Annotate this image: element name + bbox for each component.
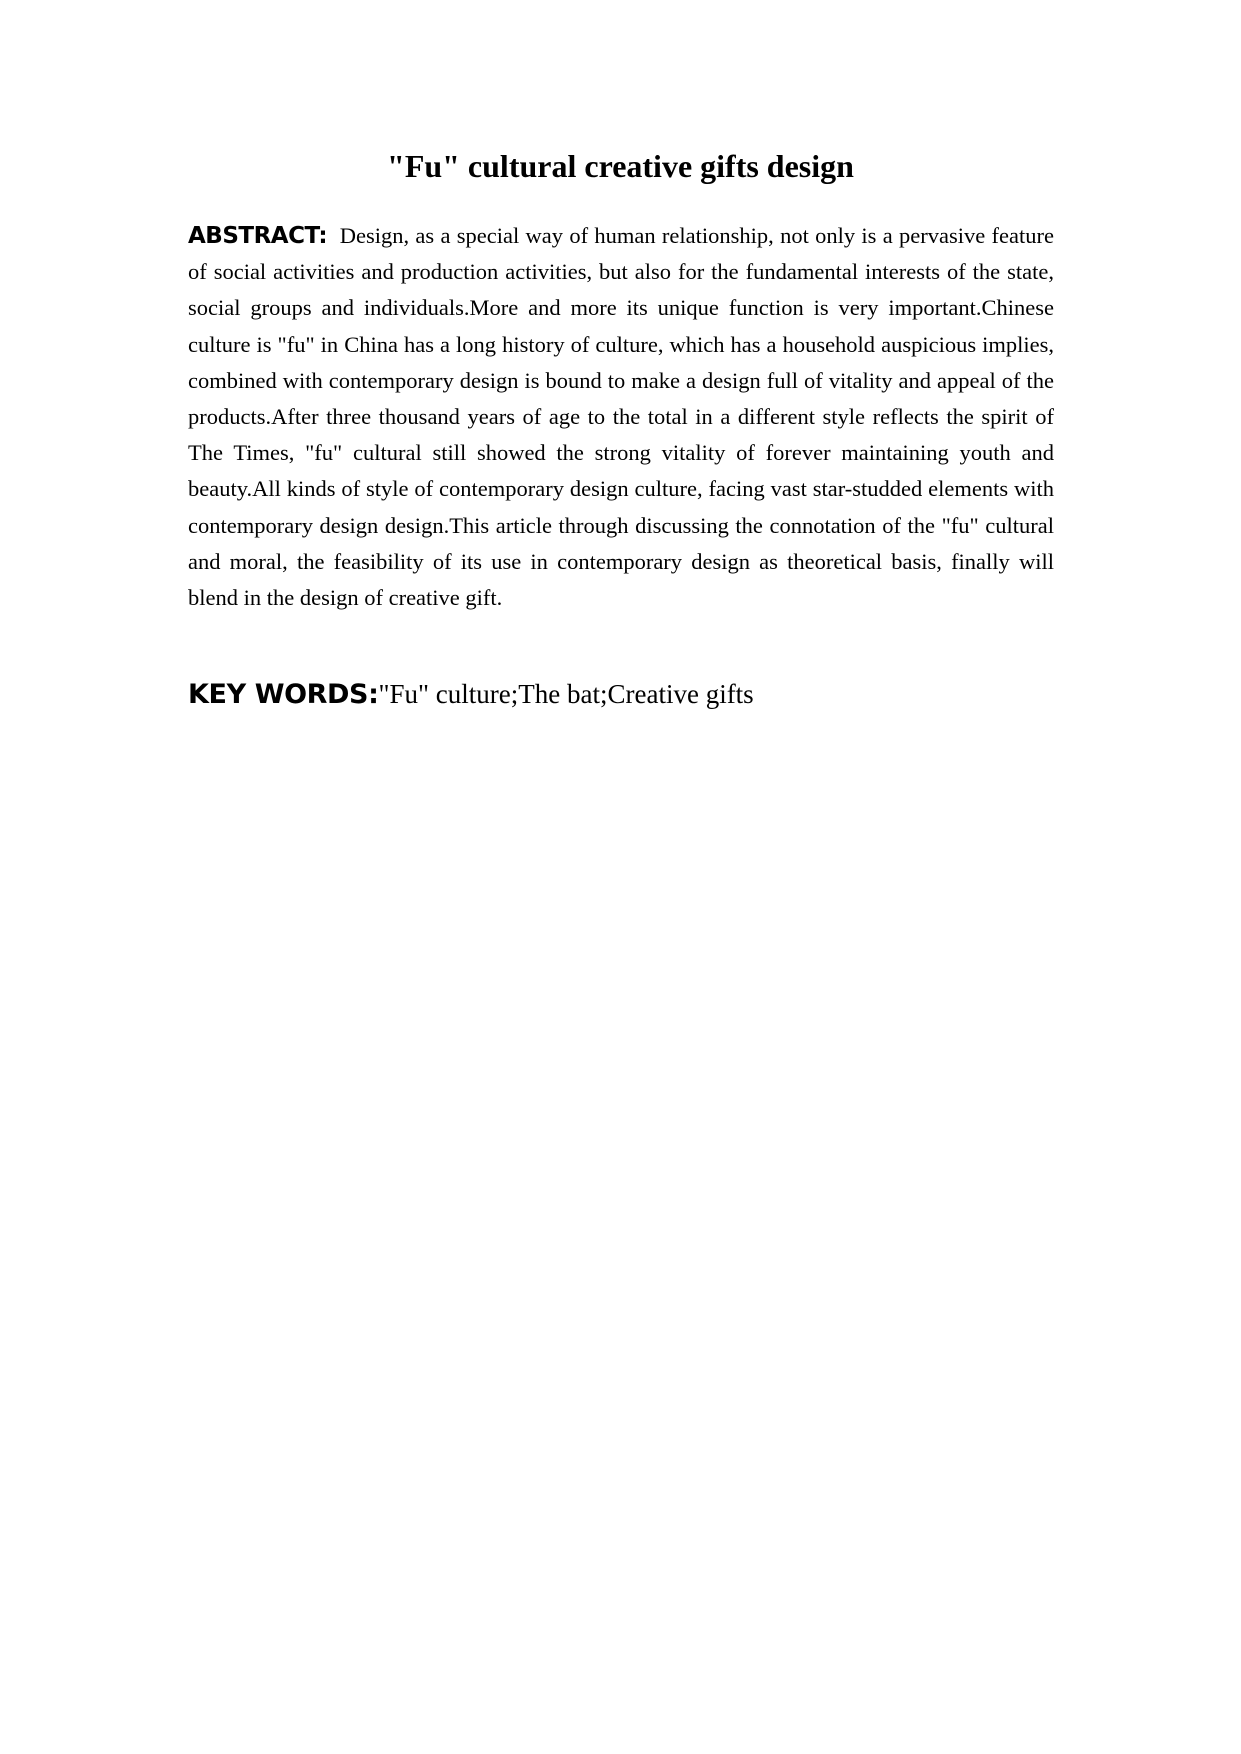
document-title: "Fu" cultural creative gifts design [387, 148, 854, 184]
abstract-paragraph [188, 218, 1054, 616]
abstract-label: ABSTRACT: [188, 223, 328, 249]
keywords-label: KEY WORDS: [188, 679, 379, 710]
keywords-line [188, 676, 1054, 713]
abstract-text: Design, as a special way of human relationship, not only is a pervasive feature of social activities and production activities, but also for the fundamental interests of the state, social groups and individuals.More and more its unique function is very important.Chinese culture is "fu" in China has a long history of culture, which has a household auspicious implies, combined with contemporary design is bound to make a design full of vitality and appeal of the products.After three thousand years of age to the total in a different style reflects the spirit of The Times, "fu" cultural still showed the strong vitality of forever maintaining youth and beauty.All kinds of style of contemporary design culture, facing vast star-studded elements with contemporary design design.This article through discussing the connotation of the "fu" cultural and moral, the feasibility of its use in contemporary design as theoretical basis, finally will blend in the design of creative gift. [188, 223, 1055, 611]
keywords-text: "Fu" culture;The bat;Creative gifts [378, 679, 754, 709]
